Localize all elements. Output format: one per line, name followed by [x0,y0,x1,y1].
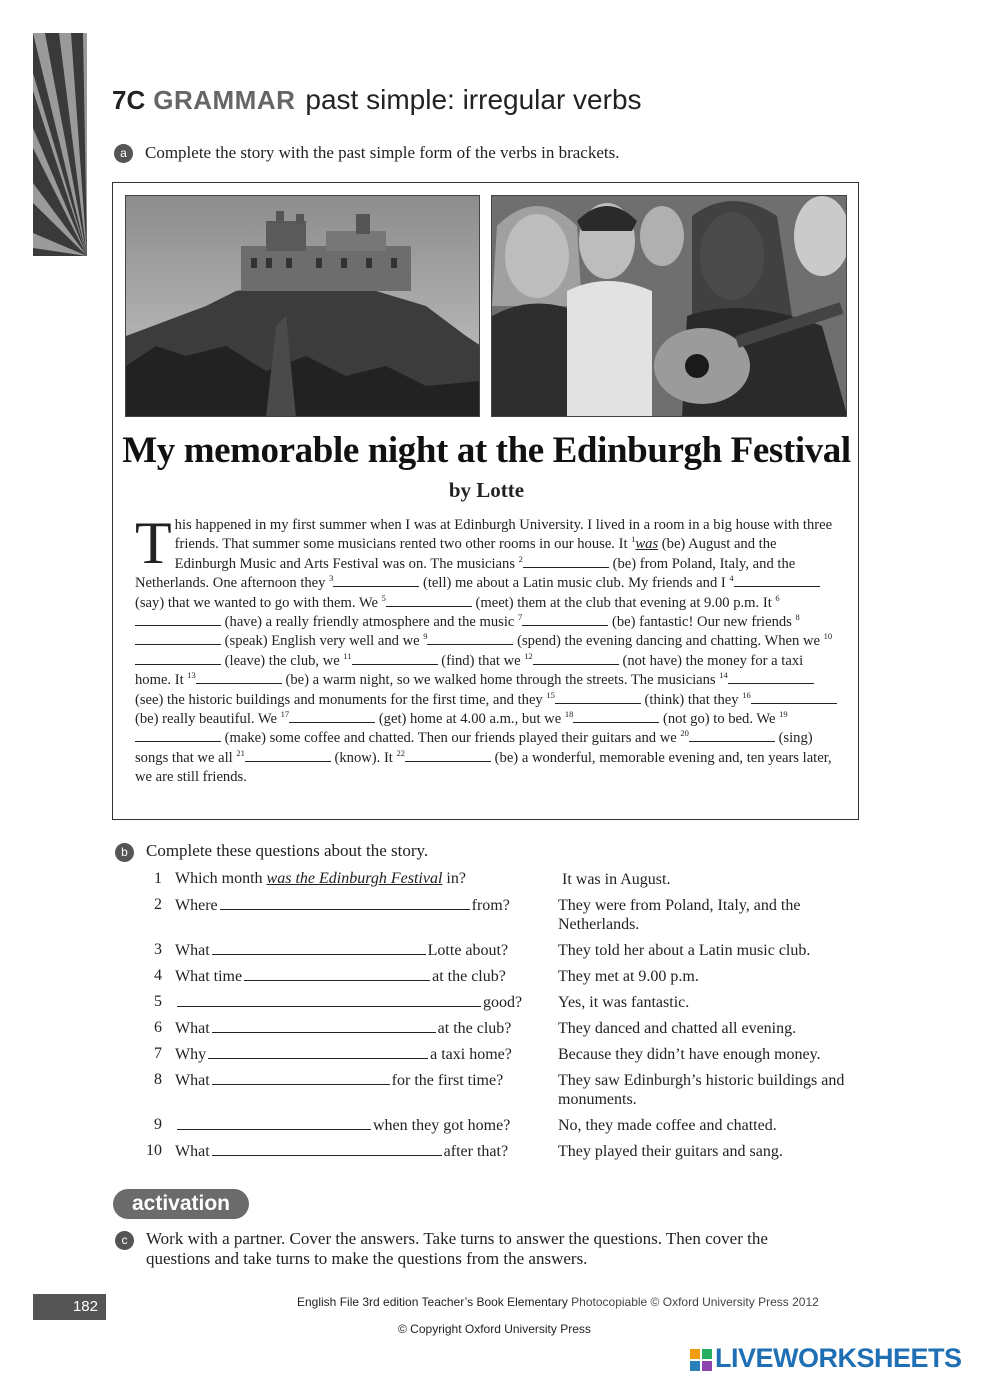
question-8: What for the first time? [175,1072,504,1089]
question-4: What time at the club? [175,968,506,985]
section-b-badge: b [115,843,134,862]
answer-blank-10[interactable] [135,652,221,665]
answer-blank-14[interactable] [728,671,814,684]
answer-blank-21[interactable] [245,749,331,762]
lesson-category: GRAMMAR [153,85,296,115]
answer-blank-8[interactable] [135,632,221,645]
section-c-instruction-line1: Work with a partner. Cover the answers. Take turns to answer the questions. Then cover the [146,1229,768,1248]
question-blank-5[interactable] [177,993,481,1007]
question-blank-8[interactable] [212,1071,390,1085]
question-5: good? [175,993,522,1012]
sunburst-graphic [33,33,87,256]
question-number: 7 [154,1045,162,1062]
answer-7: Because they didn’t have enough money. [558,1046,821,1063]
question-blank-4[interactable] [244,967,430,981]
question-6: What at the club? [175,1020,512,1037]
question-number: 6 [154,1019,162,1036]
copyright-notice: © Copyright Oxford University Press [398,1322,591,1336]
answer-8: They saw Edinburgh’s historic buildings and monuments. [558,1072,845,1108]
musicians-photo [491,195,847,417]
section-a-badge: a [114,144,133,163]
question-blank-9[interactable] [177,1116,371,1130]
answer-blank-5[interactable] [386,594,472,607]
example-question-answer: was the Edinburgh Festival [266,870,443,887]
answer-blank-9[interactable] [427,632,513,645]
answer-5: Yes, it was fantastic. [558,994,690,1011]
story-title: My memorable night at the Edinburgh Festival [122,430,851,471]
answer-6: They danced and chatted all evening. [558,1020,797,1037]
story-text: This happened in my first summer when I was at Edinburgh University. I lived in a room in a big house with three friends. That summer some musicians rented two other rooms in our house. It $^1$was (be) August and the Edinburgh Music and Arts Festival was on. The musicians $^2$ (be) from Poland, Italy, and the Netherlands. One afternoon they $^3$ (tell) me about a Latin music club. My friends and I $^4$ (say) that we wanted to go with them. We $^5$ (meet) them at the club that evening at 9.00 p.m. It $^6$ (have) a really friendly atmosphere and the music $^7$ (be) fantastic! Our new friends $^8$ (speak) English very well and we $^9$ (spend) the evening dancing and chatting. When we $^{10}$ (leave) the club, we $^{11}$ (find) that we $^{12}$ (not have) the money for a taxi home. It $^{13}$ (be) a warm night, so we walked home through the streets. The musicians $^{14}$ (see) the historic buildings and monuments for the first time, and they $^{15}$ (think) that they $^{16}$ (be) really beautiful. We $^{17}$ (get) home at 4.00 a.m., but we $^{18}$ (not go) to bed. We $^{19}$ (make) some coffee and chatted. Then our friends played their guitars and we $^{20}$ (sing) songs that we all $^{21}$ (know). It $^{22}$ (be) a wonderful, memorable evening and, ten years later, we are still friends. [135,516,837,788]
answer-blank-7[interactable] [522,613,608,626]
question-1: Which month was the Edinburgh Festival in? [175,870,466,887]
question-number: 10 [146,1142,162,1159]
answer-3: They told her about a Latin music club. [558,942,811,959]
answer-10: They played their guitars and sang. [558,1143,783,1160]
answer-blank-22[interactable] [405,749,491,762]
answer-blank-17[interactable] [289,710,375,723]
answer-blank-6[interactable] [135,613,221,626]
question-blank-6[interactable] [212,1019,436,1033]
castle-photo [125,195,480,417]
lesson-code: 7C [112,85,146,115]
answer-1: It was in August. [562,871,671,888]
answer-blank-2[interactable] [523,555,609,568]
question-blank-7[interactable] [208,1045,428,1059]
question-10: What after that? [175,1143,509,1160]
liveworksheets-logo-icon [690,1349,712,1371]
answer-blank-20[interactable] [689,729,775,742]
story-author: by Lotte [448,478,525,502]
question-blank-10[interactable] [212,1142,442,1156]
question-number: 8 [154,1071,162,1088]
lesson-topic: past simple: irregular verbs [305,84,642,115]
page-header [112,84,642,116]
answer-2: They were from Poland, Italy, and the Netherlands. [558,897,801,933]
question-blank-3[interactable] [212,941,426,955]
section-c-instruction-line2: questions and take turns to make the questions from the answers. [146,1249,588,1268]
question-7: Why a taxi home? [175,1046,512,1063]
example-answer: was [635,536,659,553]
question-number: 5 [154,993,162,1010]
section-b-instruction: Complete these questions about the story. [146,841,429,860]
story-box [112,182,859,820]
question-number: 1 [154,870,162,887]
answer-blank-16[interactable] [751,691,837,704]
answer-blank-11[interactable] [352,652,438,665]
answer-blank-12[interactable] [533,652,619,665]
answer-blank-15[interactable] [555,691,641,704]
answer-blank-3[interactable] [333,574,419,587]
liveworksheets-brand: LIVEWORKSHEETS [690,1343,962,1374]
answer-4: They met at 9.00 p.m. [558,968,699,985]
answer-9: No, they made coffee and chatted. [558,1117,777,1134]
question-number: 3 [154,941,162,958]
answer-blank-18[interactable] [573,710,659,723]
answer-blank-13[interactable] [196,671,282,684]
question-9: when they got home? [175,1116,510,1135]
decorative-side-bar [33,33,87,256]
question-number: 4 [154,967,162,984]
question-number: 2 [154,896,162,913]
answer-blank-4[interactable] [734,574,820,587]
answer-blank-19[interactable] [135,729,221,742]
drop-cap: T [135,510,172,576]
question-3: What Lotte about? [175,942,509,959]
page-number: 182 [33,1294,106,1320]
section-c-badge: c [115,1231,134,1250]
footer-credit: English File 3rd edition Teacher’s Book Elementary Photocopiable © Oxford University Press 2012 [297,1295,819,1309]
activation-label: activation [113,1189,249,1219]
question-blank-2[interactable] [220,896,470,910]
section-a-instruction: Complete the story with the past simple form of the verbs in brackets. [145,143,620,162]
question-2: Where from? [175,897,510,914]
question-number: 9 [154,1116,162,1133]
